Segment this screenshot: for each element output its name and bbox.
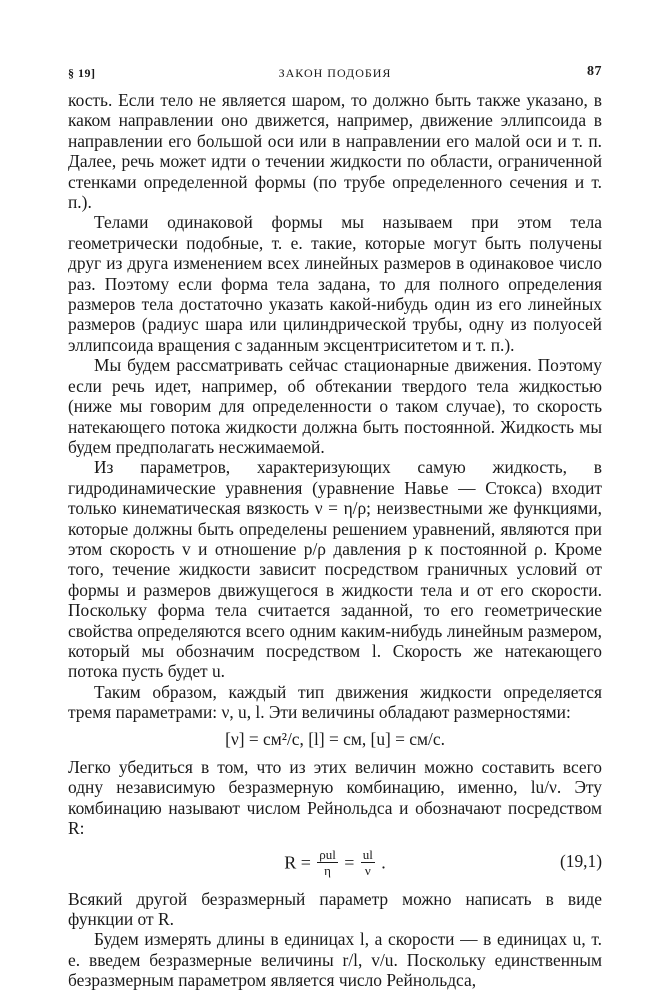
paragraph-3: Мы будем рассматривать сейчас стационарные движения. Поэтому если речь идет, например, об обтекании твердого тела жидкостью (ниже мы говорим для определенности о таком случае), то скорость натекающего потока жидкости должна быть постоянной. Жидкость мы будем предполагать несжимаемой. <box>68 355 602 457</box>
equation-period: . <box>381 851 386 872</box>
running-title: ЗАКОН ПОДОБИЯ <box>278 66 392 80</box>
equation-lhs: R = <box>284 851 311 872</box>
fraction-rho-u-l-over-eta <box>317 847 338 878</box>
paragraph-6: Легко убедиться в том, что из этих величин можно составить всего одну независимую безразмерную комбинацию, именно, lu/ν. Эту комбинацию называют числом Рейнольдса и обозначают посредством R: <box>68 757 602 839</box>
paragraph-5: Таким образом, каждый тип движения жидкости определяется тремя параметрами: ν, u, l. Эти величины обладают размерностями: <box>68 681 602 723</box>
fraction-2-numerator: ul <box>362 846 373 862</box>
fraction-2-denominator: ν <box>364 862 371 878</box>
section-marker: § 19] <box>68 66 96 80</box>
page-header <box>68 62 602 90</box>
fraction-u-l-over-nu <box>361 847 375 878</box>
equation-equals: = <box>344 851 355 872</box>
fraction-1-denominator: η <box>324 862 331 878</box>
fraction-1-numerator: ρul <box>319 846 336 862</box>
equation-number: (19,1) <box>559 850 602 871</box>
paragraph-8: Будем измерять длины в единицах l, а скорости — в единицах u, т. е. введем безразмерные величины r/l, v/u. Поскольку единственным безразмерным параметром является число Рейнольдса, <box>68 929 602 991</box>
paragraph-1: кость. Если тело не является шаром, то должно быть также указано, в каком направлении оно движется, например, движение эллипсоида в направлении его большой оси или в направлении его малой оси и т. п. Далее, речь может идти о течении жидкости по области, ограниченной стенками определенной формы (по трубе определенного сечения и т. п.). <box>68 90 602 213</box>
book-page <box>68 62 602 991</box>
paragraph-7: Всякий другой безразмерный параметр можно написать в виде функции от R. <box>68 888 602 930</box>
page-number: 87 <box>587 64 602 79</box>
reynolds-equation <box>68 843 602 883</box>
page-body <box>68 90 602 991</box>
paragraph-2: Телами одинаковой формы мы называем при этом тела геометрически подобные, т. е. такие, которые могут быть получены друг из друга изменением всех линейных размеров в одинаковое число раз. Поэтому если форма тела задана, то для полного определения размеров тела достаточно указать какой-нибудь один из его линейных размеров (радиус шара или цилиндрической трубы, одну из полуосей эллипсоида вращения с заданным эксцентриситетом и т. п.). <box>68 212 602 355</box>
paragraph-4: Из параметров, характеризующих самую жидкость, в гидродинамические уравнения (уравнение Навье — Стокса) входит только кинематическая вязкость ν = η/ρ; неизвестными же функциями, которые должны быть определены решением уравнений, являются при этом скорость v и отношение p/ρ давления p к постоянной ρ. Кроме того, течение жидкости зависит посредством граничных условий от формы и размеров движущегося в жидкости тела и от его скорости. Поскольку форма тела считается заданной, то его геометрические свойства определяются всего одним каким-нибудь линейным размером, который мы обозначим посредством l. Скорость же натекающего потока пусть будет u. <box>68 457 602 682</box>
dimensions-formula: [ν] = см²/с, [l] = см, [u] = см/с. <box>225 728 445 749</box>
